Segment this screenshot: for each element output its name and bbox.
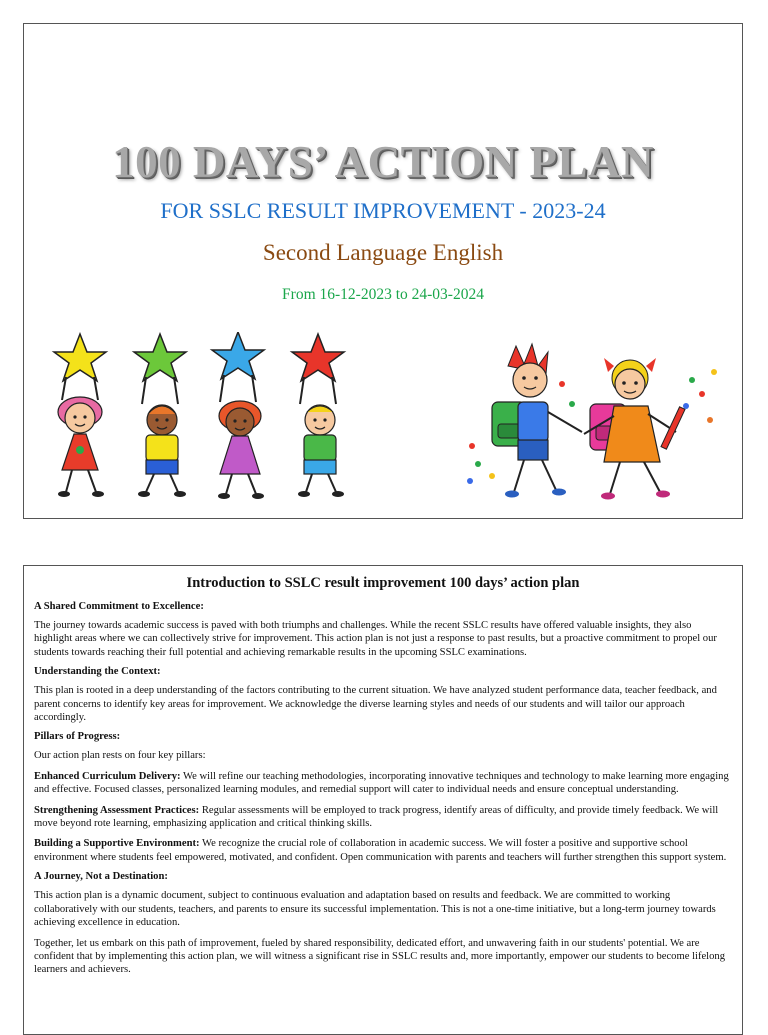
kid-green-shirt: [292, 334, 344, 497]
girl-with-pink-backpack: [584, 358, 685, 500]
cover-title: 100 DAYS’ ACTION PLAN: [112, 137, 654, 187]
pillar-label: Enhanced Curriculum Delivery:: [34, 770, 181, 782]
kid-blue-pants: [134, 334, 186, 497]
kids-with-backpacks-illustration: [464, 336, 724, 516]
pillars-heading: Pillars of Progress:: [34, 731, 121, 743]
kid-red-dress: [54, 334, 106, 497]
cover-subtitle: FOR SSLC RESULT IMPROVEMENT - 2023-24: [160, 198, 606, 223]
pillars-intro: Our action plan rests on four key pillars:: [34, 750, 206, 762]
pillar-label: Building a Supportive Environment:: [34, 838, 200, 850]
pillar-assessment: [34, 804, 732, 831]
kid-purple-dress: [212, 332, 264, 499]
commitment-paragraph: The journey towards academic success is paved with both triumphs and challenges. While the recent SSLC results have offered valuable insights, they also highlight areas where we can collectively strive for improvement. This action plan is not just a response to past results, but a proactive commitment to propel our students towards reaching their full potential and achieving remarkable results in the upcoming SSLC examinations.: [34, 620, 717, 658]
commitment-heading: A Shared Commitment to Excellence:: [34, 601, 204, 612]
closing-paragraph: Together, let us embark on this path of improvement, fueled by shared responsibility, dedicated effort, and unwavering faith in our students' potential. We are confident that by implementing this action plan, we will witness a significant rise in SSLC results and, more importantly, empower our students to become lifelong learners and achievers.: [34, 937, 726, 976]
pillar-text: We will refine our teaching methodologies, incorporating innovative techniques and technology to make learning more engaging and effective. Focused classes, personalized learning modules, and remedial support will cater to individual needs and ensure conceptual understanding.: [34, 770, 729, 796]
pillar-text: Regular assessments will be employed to track progress, identify areas of difficulty, and provide timely feedback. We will move beyond rote learning, emphasizing application and critical thinking skills.: [34, 804, 719, 830]
pillar-label: Strengthening Assessment Practices:: [34, 804, 200, 816]
kids-holding-stars-illustration: [42, 332, 362, 512]
journey-heading: A Journey, Not a Destination:: [34, 871, 168, 883]
pillar-curriculum: [34, 770, 732, 797]
context-heading: Understanding the Context:: [34, 666, 161, 678]
cover-page: [23, 23, 743, 519]
journey-paragraph: This action plan is a dynamic document, subject to continuous evaluation and adaptation based on results and feedback. We are committed to working collaboratively with our students, teachers, and parents to ensure its successful implementation. This is not a one-time initiative, but a long-term journey towards achieving excellence in education.: [34, 890, 716, 929]
cover-language: Second Language English: [262, 240, 504, 265]
cover-dates: From 16-12-2023 to 24-03-2024: [282, 286, 484, 303]
intro-heading: Introduction to SSLC result improvement 100 days’ action plan: [186, 575, 580, 591]
context-paragraph: This plan is rooted in a deep understanding of the factors contributing to the current situation. We have analyzed student performance data, teacher feedback, and parent concerns to identify key areas for improvement. We acknowledge the diverse learning styles and needs of our students and will tailor our approach accordingly.: [34, 685, 717, 724]
introduction-page: [23, 565, 743, 1035]
boy-with-green-backpack: [492, 344, 582, 498]
pillar-environment: [34, 837, 732, 864]
pillar-text: We recognize the crucial role of collaboration in academic success. We will foster a positive and supportive school environment where students feel empowered, motivated, and confident. Open communication with parents and teachers will further strengthen this support system.: [34, 838, 727, 863]
